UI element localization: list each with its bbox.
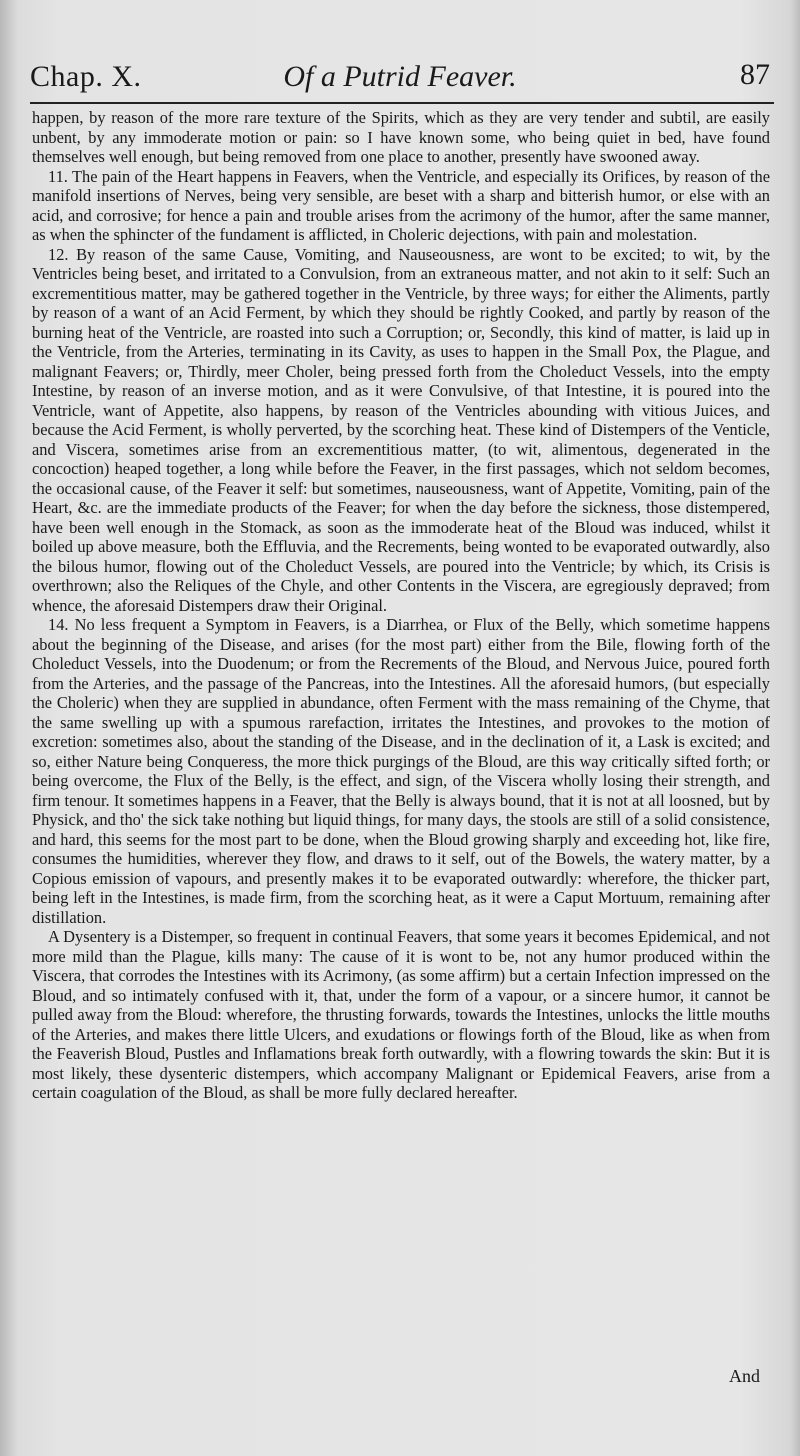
paragraph-11: 11. The pain of the Heart happens in Feavers, when the Ventricle, and especially its Orifices, by reason of the manifold insertions of Nerves, being very sensible, are beset with a sharp and bitterish humor, or else with an acid, and corrosive; for hence a pain and trouble arises from the acrimony of the humor, after the same manner, as when the sphincter of the fundament is afflicted, in Choleric dejections, with pain and molestation.	[32, 166, 770, 244]
paragraph-12: 12. By reason of the same Cause, Vomiting, and Nauseousness, are wont to be excited; to wit, by the Ventricles being beset, and irritated to a Convulsion, from an extraneous matter, and not akin to it self: Such an excrementitious matter, may be gathered together in the Ventricle, by three ways; for either the Aliments, partly by reason of a want of an Acid Ferment, by which they should be rightly Cooked, and partly by reason of the burning heat of the Ventricle, are roasted into such a Corruption; or, Secondly, this kind of matter, is laid up in the Ventricle, from the Arteries, terminating in its Cavity, as uses to happen in the Small Pox, the Plague, and malignant Feavers; or, Thirdly, meer Choler, being pressed forth from the Choleduct Vessels, into the empty Intestine, by reason of an inverse motion, and as it were Convulsive, of that Intestine, it is poured into the Ventricle, want of Appetite, also happens, by reason of the Ventricles abounding with vitious Juices, and because the Acid Ferment, is wholly perverted, by the scorching heat. These kind of Distempers of the Venticle, and Viscera, sometimes arise from an excrementitious matter, (to wit, alimentous, degenerated in the concoction) heaped together, a long while before the Feaver, in the first passages, which not seldom becomes, the occasional cause, of the Feaver it self: but sometimes, nauseousness, want of Appetite, Vomiting, pain of the Heart, &c. are the immediate products of the Feaver; for when the day before the sickness, those distempered, have been well enough in the Stomack, as soon as the immoderate heat of the Bloud was induced, whilst it boiled up above measure, both the Effluvia, and the Recrements, being wonted to be evaporated outwardly, also the bilous humor, flowing out of the Choleduct Vessels, are poured into the Ventricle; by which, its Crisis is overthrown; also the Reliques of the Chyle, and other Contents in the Viscera, are egregiously depraved; from whence, the aforesaid Distempers draw their Original.	[32, 244, 770, 615]
running-header	[30, 58, 770, 104]
catchword: And	[729, 1366, 760, 1386]
paragraph-dysentery: A Dysentery is a Distemper, so frequent in continual Feavers, that some years it becomes Epidemical, and not more mild than the Plague, kills many: The cause of it is wont to be, not any humor produced within the Viscera, that corrodes the Intestines with its Acrimony, (as some affirm) but a certain Infection impressed on the Bloud, and so intimately confused with it, that, under the form of a vapour, or a sincere humor, it cannot be pulled away from the Bloud: wherefore, the thrusting forwards, towards the Intestines, unlocks the little mouths of the Arteries, and makes there little Ulcers, and exudations or flowings forth of the Bloud, like as when from the Feaverish Bloud, Pustles and Inflamations break forth outwardly, with a flowring towards the skin: But it is most likely, these dysenteric distempers, which accompany Malignant or Epidemical Feavers, arise from a certain coagulation of the Bloud, as shall be more fully declared hereafter.	[32, 927, 770, 1102]
paragraph-14: 14. No less frequent a Symptom in Feavers, is a Diarrhea, or Flux of the Belly, which sometime happens about the beginning of the Disease, and arises (for the most part) either from the Bile, flowing forth of the Choleduct Vessels, into the Duodenum; or from the Recrements of the Bloud, and Nervous Juice, poured forth from the Arteries, and the passage of the Pancreas, into the Intestines. All the aforesaid humors, (but especially the Choleric) when they are supplied in abundance, often Ferment with the mass remaining of the Chyme, that the same swelling up with a spumous rarefaction, irritates the Intestines, and provokes to the motion of excretion: sometimes also, about the standing of the Disease, and in the declination of it, a Lask is excited; and so, either Nature being Conqueress, the more thick purgings of the Bloud, are this way critically sifted forth; or being overcome, the Flux of the Belly, is the effect, and sign, of the Viscera wholly losing their strength, and firm tenour. It sometimes happens in a Feaver, that the Belly is always bound, that it is not at all loosned, but by Physick, and tho' the sick take nothing but liquid things, for many days, the stools are still of a solid consistence, and hard, this seems for the most part to be done, when the Bloud growing sharply and exceeding hot, like fire, consumes the humidities, wherever they flow, and draws to it self, out of the Bowels, the watery matter, by a Copious emission of vapours, and presently makes it to be evaporated outwardly: wherefore, the thicker part, being left in the Intestines, is made firm, from the scorching heat, as it were a Caput Mortuum, remaining after distillation.	[32, 615, 770, 927]
header-rule	[30, 102, 774, 104]
page-body	[32, 108, 770, 1103]
chapter-label: Chap. X.	[30, 60, 142, 93]
paragraph-continued: happen, by reason of the more rare texture of the Spirits, which as they are very tender and subtil, are easily unbent, by any immoderate motion or pain: so I have known some, who being quiet in bed, have found themselves well enough, but being removed from one place to another, presently have swooned away.	[32, 108, 770, 166]
running-title: Of a Putrid Feaver.	[283, 60, 517, 93]
page-number: 87	[740, 58, 770, 91]
